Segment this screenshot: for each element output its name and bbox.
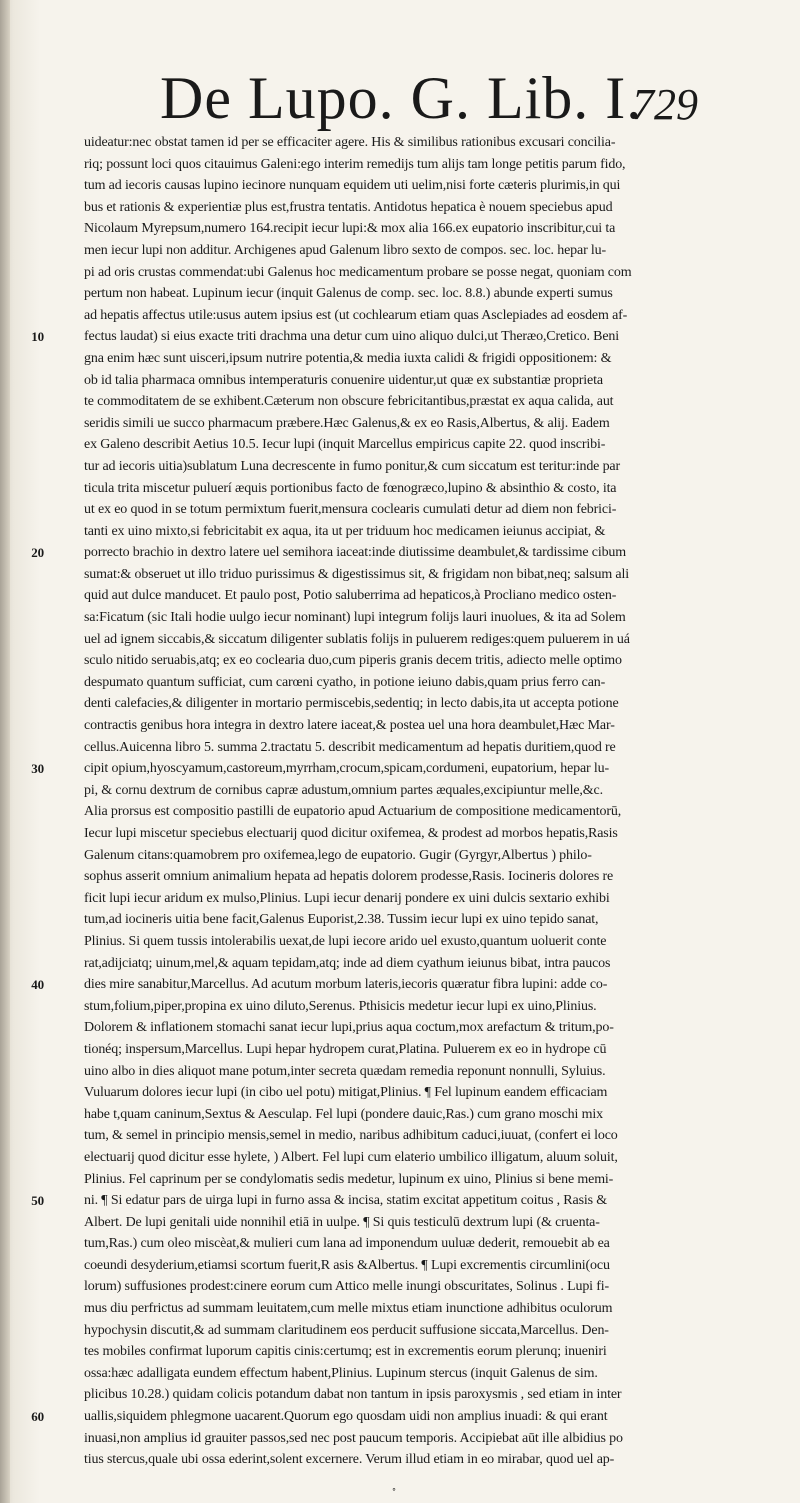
line-text: plicibus 10.28.) quidam colicis potandum dabat non tantum in ipsis paroxysmis , sed etiam in inter [84,1387,622,1403]
line-text: Nicolaum Myrepsum,numero 164.recipit iecur lupi:& mox alia 166.ex eupatorio inscribitur,cui ta [84,221,616,237]
text-line [84,283,774,305]
text-line [84,1147,774,1169]
text-line [84,1298,774,1320]
line-text: tum, & semel in principio mensis,semel in medio, naribus adhibitum caduci,iuuat, (confert ei loco [84,1128,618,1144]
line-text: uino albo in dies aliquot mane potum,inter secreta quædam remedia reponunt nonnulli, Syluius. [84,1063,606,1079]
text-line [84,629,774,651]
margin-line-number: 40 [31,977,44,993]
margin-line-number: 20 [31,545,44,561]
running-head [0,58,800,138]
text-line [84,1125,774,1147]
text-line [84,499,774,521]
line-text: sa:Ficatum (sic Itali hodie uulgo iecur nominant) lupi integrum folijs lauri inuolues, & ita ad Solem [84,610,626,626]
text-line [31,326,774,348]
text-line [31,758,774,780]
line-text: habe t,quam caninum,Sextus & Aesculap. Fel lupi (pondere dauic,Ras.) cum grano moschi mix [84,1106,603,1122]
line-text: uideatur:nec obstat tamen id per se efficaciter agere. His & similibus rationibus excusari concilia- [84,135,616,150]
text-line [84,888,774,910]
text-line [84,154,774,176]
line-text: ficit lupi iecur aridum ex mulso,Plinius. Lupi iecur denarij pondere ex uini dulcis sextario exhibi [84,890,610,906]
line-text: Vuluarum dolores iecur lupi (in cibo uel potu) mitigat,Plinius. ¶ Fel lupinum eandem efficaciam [84,1085,608,1101]
text-line [84,1212,774,1234]
text-line [84,909,774,931]
text-line [84,801,774,823]
line-text: hypochysin discutit,& ad summam claritudinem eos perducit suffusione siccata,Marcellus. Den- [84,1322,609,1338]
text-line [84,1082,774,1104]
line-text: seridis simili ue succo pharmacum præbere.Hæc Galenus,& ex eo Rasis,Albertus, & alij. Eadem [84,415,610,431]
line-text: tum,Ras.) cum oleo miscèat,& mulieri cum lana ad imponendum uuluæ dederit, remouebit ab ea [84,1236,610,1252]
line-text: men iecur lupi non additur. Archigenes apud Galenum libro sexto de compos. sec. loc. hepar lu- [84,242,607,258]
line-text: uel ad ignem siccabis,& siccatum diligenter sublatis folijs in puluerem rediges:quem puluerem in uá [84,631,630,647]
text-line [84,931,774,953]
text-line [31,1406,774,1428]
line-text: cellus.Auicenna libro 5. summa 2.tractatu 5. describit medicamentum ad hepatis duritiem,quod re [84,739,616,755]
text-line [84,175,774,197]
text-line [84,132,774,154]
text-line [84,823,774,845]
text-line [84,672,774,694]
line-text: tes mobiles confirmat luporum capitis cinis:certumq; est in excrementis eorum plerunq; inueniri [84,1344,607,1360]
text-line [84,845,774,867]
page-number: 729 [632,80,698,129]
line-text: coeundi desyderium,etiamsi scortum fuerit,R asis &Albertus. ¶ Lupi excrementis circumlini(ocu [84,1257,610,1273]
line-text: Plinius. Si quem tussis intolerabilis uexat,de lupi iecore arido uel exusto,quantum uoluerit conte [84,933,607,949]
line-text: tur ad iecoris uitia)sublatum Luna decrescente in fumo ponitur,& cum siccatum est teritur:inde par [84,458,621,474]
text-line [84,521,774,543]
line-text: ticula trita miscetur puluerí æquis portionibus facto de fœnogræco,lupino & absinthio & costo, ita [84,480,617,496]
text-line [84,607,774,629]
line-text: cipit opium,hyoscyamum,castoreum,myrrham,crocum,spicam,cordumeni, eupatorium, hepar lu- [84,761,610,777]
line-text: ob id talia pharmaca omnibus intemperaturis conuenire uidentur,ut quæ ex substantiæ proprieta [84,372,603,388]
text-line [84,1169,774,1191]
margin-line-number: 30 [31,761,44,777]
line-text: pertum non habeat. Lupinum iecur (inquit Galenus de comp. sec. loc. 8.8.) abunde experti sumus [84,286,613,302]
text-line [84,715,774,737]
text-line [84,218,774,240]
footer-mark: ° [392,1487,396,1496]
line-text: fectus laudat) si eius exacte triti drachma una detur cum uino aliquo dulci,ut Theræo,Cretico. Beni [84,329,620,345]
line-text: tum ad iecoris causas lupino iecinore nunquam equidem uti uelim,nisi forte cæteris plurimis,in qui [84,178,621,194]
text-line [31,542,774,564]
line-text: inuasi,non amplius id grauiter passos,sed nec post paucum temporis. Accipiebat aūt ille albidius po [84,1430,623,1446]
text-line [84,348,774,370]
body-text [31,132,774,1471]
text-line [84,1104,774,1126]
text-line [84,693,774,715]
line-text: tum,ad iocineris uitia bene facit,Galenus Euporist,2.38. Tussim iecur lupi ex uino tepido sanat, [84,912,599,928]
text-line [84,1017,774,1039]
text-line [84,1276,774,1298]
line-text: uallis,siquidem phlegmone uacarent.Quorum ego quosdam uidi non amplius inuadi: & qui erant [84,1409,608,1425]
text-line [84,953,774,975]
text-line [84,456,774,478]
text-line [84,1061,774,1083]
line-text: porrecto brachio in dextro latere uel semihora iaceat:inde diutissime deambulet,& tardissime cibum [84,545,627,561]
line-text: electuarij quod dicitur esse hylete, ) Albert. Fel lupi cum elaterio umbilico illigatum, aluum soluit, [84,1149,618,1165]
text-line [84,197,774,219]
text-line [84,262,774,284]
line-text: ut ex eo quod in se totum permixtum fuerit,mensura coclearis cumulati detur ad diem non febrici- [84,502,617,518]
page-gutter-shadow [0,0,10,1503]
line-text: ossa:hæc adalligata eundem effectum habent,Plinius. Lupinum stercus (inquit Galenus de sim. [84,1365,598,1381]
line-text: tanti ex uino mixto,si febricitabit ex aqua, ita ut per triduum hoc medicamen ieiunus accipiat, & [84,523,606,539]
text-line [84,866,774,888]
line-text: ni. ¶ Si edatur pars de uirga lupi in furno assa & incisa, statim excitat appetitum coitus , Rasis & [84,1193,607,1209]
line-text: ex Galeno describit Aetius 10.5. Iecur lupi (inquit Marcellus empiricus capite 22. quod inscribi- [84,437,606,453]
text-line [84,1428,774,1450]
running-title: De Lupo. G. Lib. I. [160,65,643,131]
line-text: gna enim hæc sunt uisceri,ipsum nutrire potentia,& media iuxta calidi & frigidi oppositionem: & [84,350,612,366]
text-line [84,434,774,456]
text-line [84,650,774,672]
margin-line-number: 60 [31,1409,44,1425]
line-text: pi ad oris crustas commendat:ubi Galenus hoc medicamentum probare se posse negat, quoniam com [84,264,632,280]
line-text: Dolorem & inflationem stomachi sanat iecur lupi,prius aqua coctum,mox arefactum & tritum,po- [84,1020,614,1036]
text-line [84,1449,774,1471]
text-line [31,1190,774,1212]
text-line [84,370,774,392]
line-text: denti calefacies,& diligenter in mortario permiscebis,sedentiq; in lecto dabis,ita ut accepta potione [84,696,619,712]
text-line [84,391,774,413]
line-text: Alia prorsus est compositio pastilli de eupatorio apud Actuarium de compositione medicamentorū, [84,804,622,820]
text-line [84,413,774,435]
line-text: Iecur lupi miscetur speciebus electuarij quod dicitur oxifemea, & prodest ad morbos hepatis,Rasis [84,826,618,841]
line-text: Galenum citans:quamobrem pro oxifemea,lego de eupatorio. Gugir (Gyrgyr,Albertus ) philo- [84,847,592,863]
text-line [84,240,774,262]
line-text: te commoditatem de se exhibent.Cæterum non obscure febricitantibus,præstat ex aqua calida, aut [84,394,614,410]
line-text: stum,folium,piper,propina ex uino diluto,Serenus. Pthisicis medetur iecur lupi ex uino,Plinius. [84,998,597,1014]
line-text: tius stercus,quale ubi ossa ederint,solent excernere. Verum illud etiam in eo mirabar, quod uel ap- [84,1452,615,1468]
margin-line-number: 10 [31,329,44,345]
line-text: bus et rationis & experientiæ plus est,frustra tentatis. Antidotus hepatica è nouem speciebus apud [84,199,613,215]
line-text: Albert. De lupi genitali uide nonnihil etiā in uulpe. ¶ Si quis testiculū dextrum lupi (& cruenta- [84,1214,600,1230]
text-line [84,305,774,327]
text-line [84,1363,774,1385]
line-text: lorum) suffusiones prodest:cinere eorum cum Attico melle inungi obscuritates, Solinus . Lupi fi- [84,1279,610,1295]
text-line [84,1039,774,1061]
line-text: dies mire sanabitur,Marcellus. Ad acutum morbum lateris,iecoris quæratur fibra lupini: adde co- [84,977,608,993]
text-line [84,585,774,607]
line-text: tionéq; inspersum,Marcellus. Lupi hepar hydropem curat,Platina. Puluerem ex eo in hydrope cū [84,1041,607,1057]
line-text: mus diu perfrictus ad summam leuitatem,cum melle mixtus etiam inunctione adhibitus oculorum [84,1301,613,1317]
text-line [84,1384,774,1406]
line-text: ad hepatis affectus utile:usus autem ipsius est (ut cochlearum etiam quas Asclepiades ad eosdem af- [84,307,628,323]
text-line [84,737,774,759]
line-text: quid aut dulce manducet. Et paulo post, Potio saluberrima ad hepaticos,à Procliano medico osten- [84,588,617,604]
line-text: sculo nitido seruabis,atq; ex eo coclearia duo,cum piperis granis decem tritis, adiecto melle optimo [84,653,622,669]
line-text: Plinius. Fel caprinum per se condylomatis sedis medetur, lupinum ex uino, Plinius si bene memi- [84,1171,614,1187]
text-line [84,564,774,586]
text-line [84,996,774,1018]
line-text: pi, & cornu dextrum de cornibus capræ adustum,omnium partes æquales,excipiuntur melle,&c. [84,782,603,798]
text-line [84,1233,774,1255]
line-text: sumat:& obseruet ut illo triduo purissimus & digestissimus sit, & frigidam non bibat,neq; salsum ali [84,566,629,582]
margin-line-number: 50 [31,1193,44,1209]
text-line [31,974,774,996]
text-line [84,1341,774,1363]
text-line [84,1255,774,1277]
text-line [84,478,774,500]
text-line [84,780,774,802]
line-text: rat,adijciatq; uinum,mel,& aquam tepidam,atq; inde ad diem cyathum ieiunus bibat, intra paucos [84,955,611,971]
line-text: riq; possunt loci quos citauimus Galeni:ego interim remedijs tum alijs tam longe petitis parum fido, [84,156,626,172]
line-text: despumato quantum sufficiat, cum carœni cyatho, in potione ieiuno dabis,quam prius ferro can- [84,674,606,690]
line-text: sophus asserit omnium animalium hepata ad hepatis dolorem prodesse,Rasis. Iocineris dolores re [84,869,614,885]
line-text: contractis genibus hora integra in dextro latere iaceat,& postea uel una hora deambulet,Hæc Mar- [84,718,615,734]
text-line [84,1320,774,1342]
